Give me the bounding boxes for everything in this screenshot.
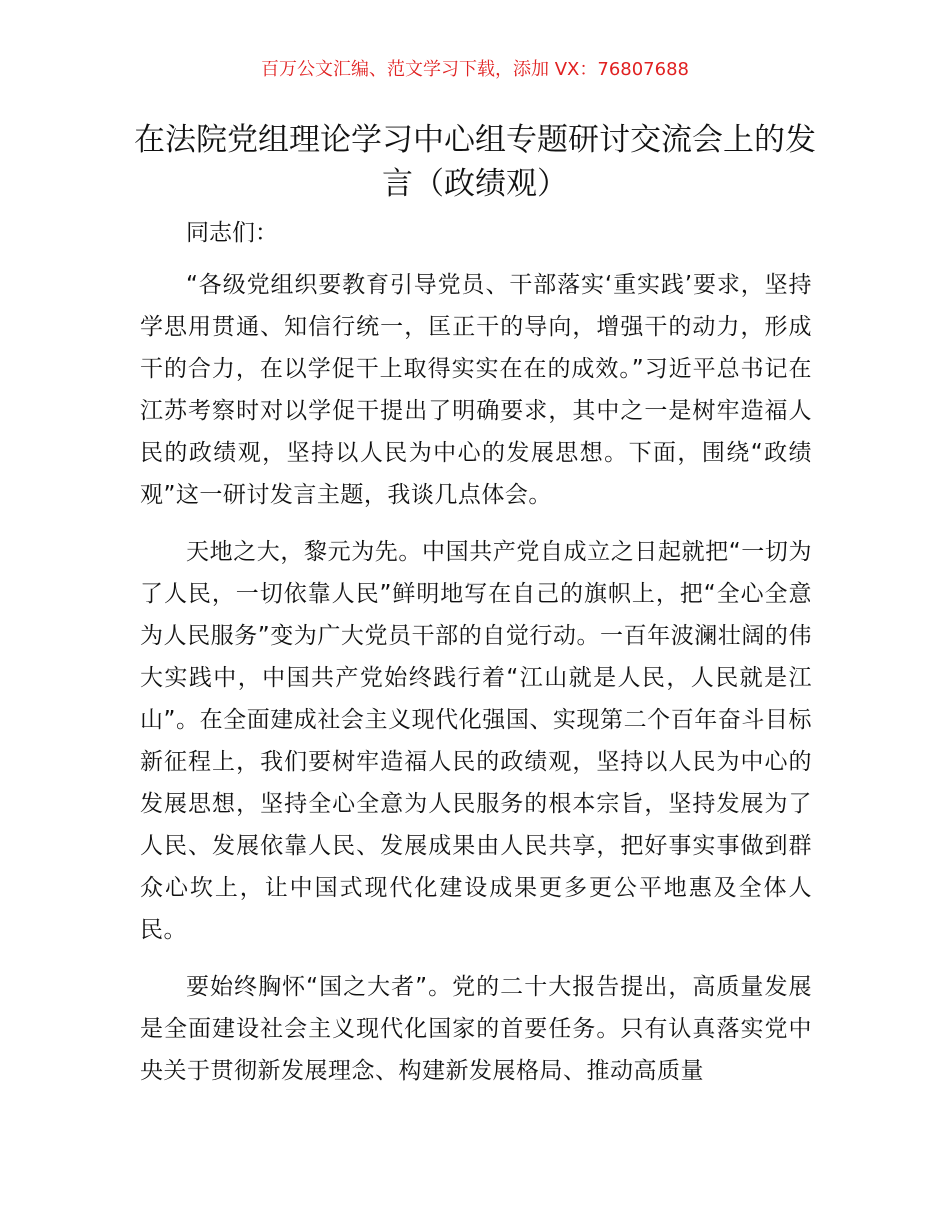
document-body <box>140 212 812 1107</box>
paragraph-2: 天地之大，黎元为先。中国共产党自成立之日起就把“一切为了人民，一切依靠人民”鲜明地写在自己的旗帜上，把“全心全意为人民服务”变为广大党员干部的自觉行动。一百年波澜壮阔的伟大实践中，中国共产党始终践行着“江山就是人民，人民就是江山”。在全面建成社会主义现代化强国、实现第二个百年奋斗目标新征程上，我们要树牢造福人民的政绩观，坚持以人民为中心的发展思想，坚持全心全意为人民服务的根本宗旨，坚持发展为了人民、发展依靠人民、发展成果由人民共享，把好事实事做到群众心坎上，让中国式现代化建设成果更多更公平地惠及全体人民。 <box>140 539 812 943</box>
greeting: 同志们： <box>186 220 278 246</box>
paragraph-1: “各级党组织要教育引导党员、干部落实‘重实践’要求，坚持学思用贯通、知信行统一，匡正干的导向，增强干的动力，形成干的合力，在以学促干上取得实实在在的成效。”习近平总书记在江苏考察时对以学促干提出了明确要求，其中之一是树牢造福人民的政绩观，坚持以人民为中心的发展思想。下面，围绕“政绩观”这一研讨发言主题，我谈几点体会。 <box>140 272 812 508</box>
paragraph-3: 要始终胸怀“国之大者”。党的二十大报告提出，高质量发展是全面建设社会主义现代化国家的首要任务。只有认真落实党中央关于贯彻新发展理念、构建新发展格局、推动高质量 <box>140 974 812 1084</box>
document-title: 在法院党组理论学习中心组专题研讨交流会上的发言（政绩观） <box>134 122 816 202</box>
watermark-banner: 百万公文汇编、范文学习下载，添加 VX：76807688 <box>261 59 689 80</box>
